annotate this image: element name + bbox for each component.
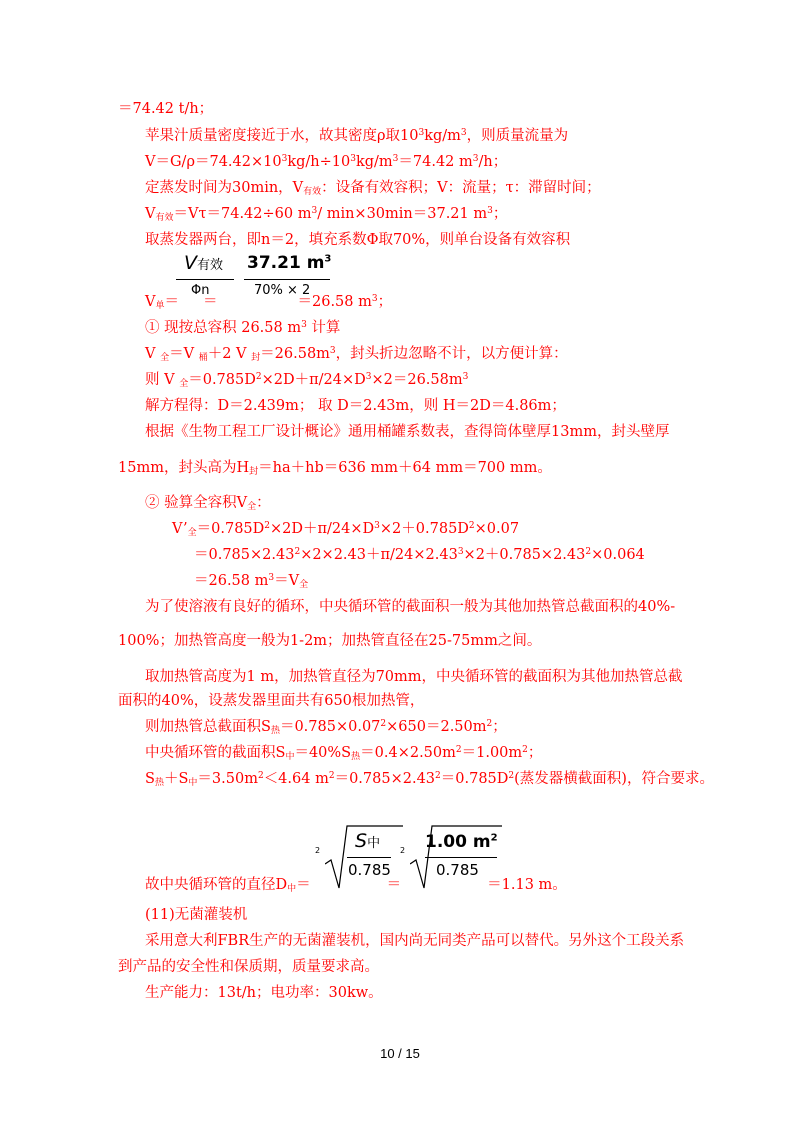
- text-line: 生产能力：13t/h；电功率：30kw。: [145, 985, 383, 1001]
- section-heading: (11)无菌灌装机: [145, 907, 248, 923]
- text-line: 根据《生物工程工厂设计概论》通用桶罐系数表，查得筒体壁厚13mm，封头壁厚: [145, 424, 670, 440]
- text-line: ＝74.42 t/h；: [118, 101, 214, 117]
- text-line: ＝26.58 $m^3=V_全$: [194, 573, 309, 590]
- text-line: 故中央循环管的直径$D_中= = =1.13$ m。: [145, 877, 567, 894]
- fraction-volume: 37.21 $m^3$ 70% × 2: [244, 252, 334, 302]
- text-line: 面积的40%，设蒸发器里面共有650根加热管，: [118, 693, 425, 709]
- text-line: 解方程得：D＝2.439m； 取 D＝2.43m，则 H＝2D＝4.86m；: [145, 398, 566, 414]
- text-line: 苹果汁质量密度接近于水，故其密度ρ取$10^3kg/m^3$，则质量流量为: [145, 128, 569, 144]
- text-line: 则 V $_全=0.785D^2\times 2D+\pi/24\times D^3\times 2=26.58m^3$: [145, 372, 469, 389]
- sqrt-s-center: 2 S中 0.785: [315, 824, 395, 894]
- text-line: $S_热+S_中=3.50m^2<4.64$ $m^2=0.785\times 2.43^2=0.785D^2$(蒸发器横截面积)，符合要求。: [145, 771, 714, 788]
- text-line: 采用意大利FBR生产的无菌灌装机，国内尚无同类产品可以替代。另外这个工段关系: [145, 933, 685, 949]
- text-line: 15mm，封头高为$H_封=ha+hb=636$ mm＋64 mm＝700 mm。: [118, 460, 552, 477]
- text-line: 取蒸发器两台，即n＝2，填充系数Φ取70%，则单台设备有效容积: [145, 232, 571, 248]
- fraction-v-effective: V有效 Φn: [176, 252, 236, 302]
- text-line: 到产品的安全性和保质期，质量要求高。: [118, 959, 379, 975]
- text-line: $V’_全=0.785D^2\times 2D+\pi/24\times D^3\times 2+0.785D^2\times 0.07$: [172, 521, 520, 538]
- sqrt-area: 2 1.00 $m^2$ 0.785: [400, 824, 500, 894]
- page-number: 10 / 15: [380, 1046, 420, 1061]
- text-line: ② 验算全容积$V_全$：: [145, 495, 271, 512]
- text-line: 取加热管高度为1 m，加热管直径为70mm，中央循环管的截面积为其他加热管总截: [145, 669, 683, 685]
- text-line: 中央循环管的截面积$S_中=40\%S_热=0.4\times 2.50m^2=1.00m^2$；: [145, 745, 543, 762]
- text-line: V $_全$＝V $_桶$＋2 V $_封=26.58m^3$，封头折边忽略不计，以方便计算：: [145, 346, 568, 363]
- text-line: 100%；加热管高度一般为1-2m；加热管直径在25-75mm之间。: [118, 633, 542, 649]
- text-line: 则加热管总截面积$S_热=0.785\times 0.07^2\times 650=2.50m^2$；: [145, 719, 507, 736]
- text-line: $V_单= = =26.58$ $m^3$；: [145, 294, 393, 311]
- text-line: $=0.785\times 2.43^2\times 2\times 2.43+\pi/24\times 2.43^3\times 2+0.785\times 2.43^2\times 0.064$: [194, 547, 645, 563]
- text-line: 为了使溶液有良好的循环，中央循环管的截面积一般为其他加热管总截面积的40%-: [145, 599, 676, 615]
- text-line: $V=G/\rho=74.42\times 10^3kg/h\div 10^3kg/m^3=74.42$ $m^3/h$；: [145, 154, 508, 170]
- text-line: 定蒸发时间为30min，$V_{有效}$：设备有效容积；V：流量；τ：滞留时间；: [145, 180, 601, 197]
- text-line: ① 现按总容积 26.58 $m^3$ 计算: [145, 320, 341, 336]
- text-line: $V_{有效}=V\tau=74.42\div 60$ $m^3/$ min×30min＝37.21 $m^3$；: [145, 206, 508, 223]
